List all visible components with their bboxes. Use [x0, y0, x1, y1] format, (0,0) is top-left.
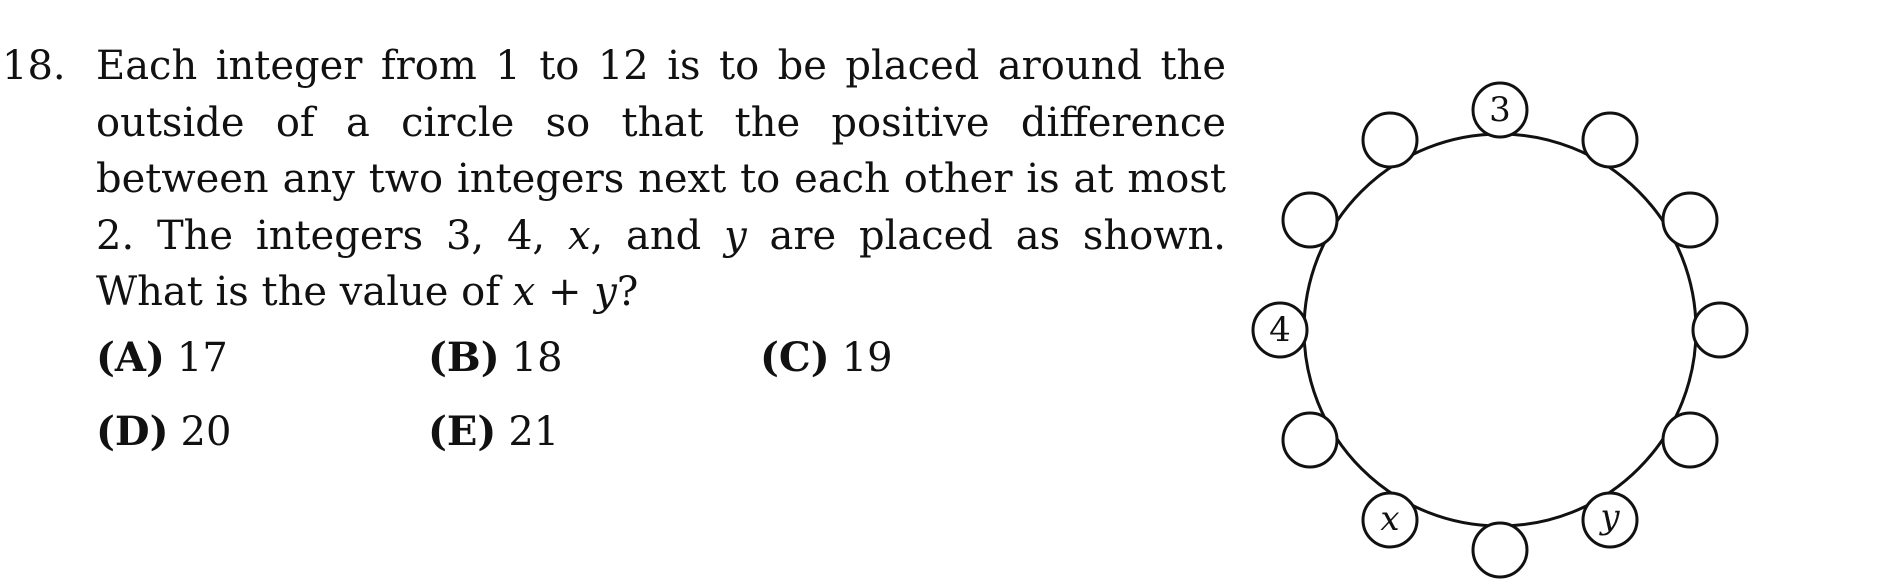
choice-a[interactable]	[96, 330, 228, 386]
stem-part-1: Each integer from 1 to 12 is to be placed around the outside of a circle so that the positive difference between any two integers next to each other is at most 2. The integers 3, 4,	[96, 43, 1226, 259]
choice-letter: (E)	[428, 408, 497, 455]
problem-stem	[96, 38, 1226, 321]
variable-x: x	[567, 212, 591, 259]
label-x: x	[1380, 499, 1400, 539]
choice-letter: (C)	[760, 334, 830, 381]
position-circle-empty	[1473, 523, 1527, 577]
position-circle-empty	[1583, 113, 1637, 167]
position-circle-empty	[1663, 193, 1717, 247]
stem-part-2: , and	[590, 212, 725, 259]
choice-b[interactable]	[428, 330, 563, 386]
expression-x-plus-y: x + y	[512, 269, 617, 315]
choice-value: 19	[841, 335, 893, 381]
choice-letter: (A)	[96, 334, 165, 381]
main-circle	[1304, 134, 1696, 526]
choice-value: 17	[176, 335, 228, 381]
label-4: 4	[1269, 310, 1291, 350]
variable-y: y	[724, 212, 747, 259]
label-3: 3	[1489, 90, 1511, 130]
choice-d[interactable]	[96, 404, 231, 460]
position-circle-empty	[1693, 303, 1747, 357]
label-y: y	[1600, 497, 1620, 537]
choice-letter: (D)	[96, 408, 169, 455]
stem-part-4: ?	[616, 269, 639, 315]
problem-number: 18.	[2, 43, 66, 89]
choice-e[interactable]	[428, 404, 559, 460]
choice-letter: (B)	[428, 334, 500, 381]
choice-c[interactable]	[760, 330, 893, 386]
position-circle-empty	[1283, 413, 1337, 467]
choice-value: 20	[180, 409, 232, 455]
position-circle-empty	[1363, 113, 1417, 167]
circle-diagram	[1240, 60, 1760, 580]
stem-part-3: are placed as shown. What is the value of	[96, 212, 1227, 315]
position-circle-empty	[1663, 413, 1717, 467]
choice-value: 18	[511, 335, 563, 381]
choice-value: 21	[508, 409, 560, 455]
position-circle-empty	[1283, 193, 1337, 247]
